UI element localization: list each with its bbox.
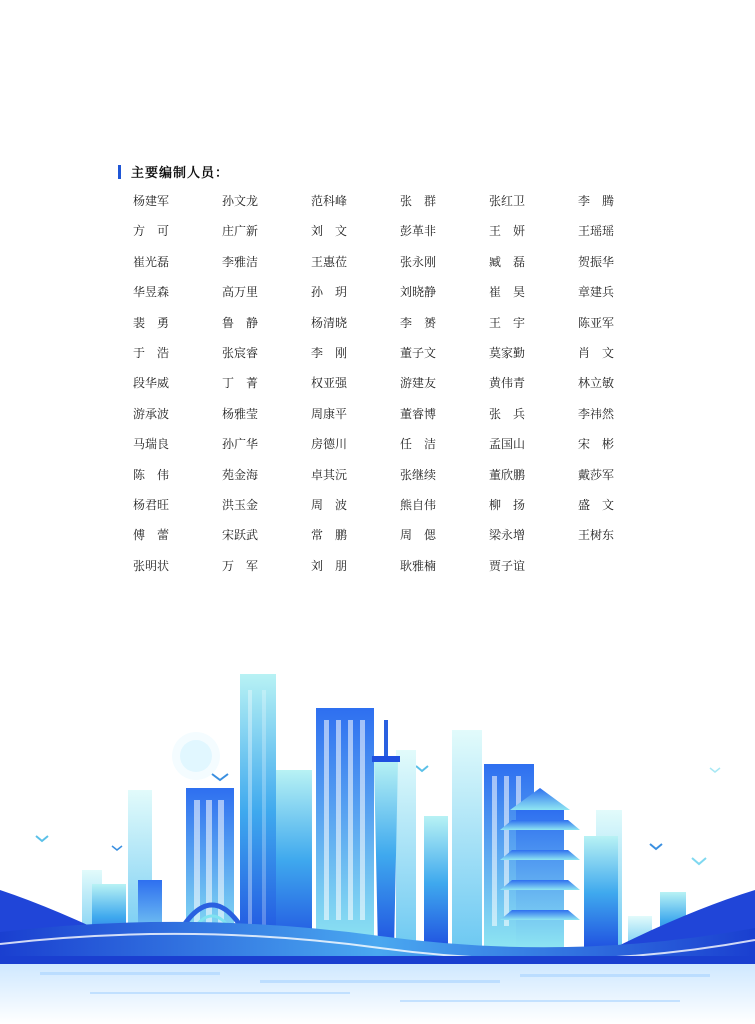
contributor-name: 任 洁 bbox=[400, 437, 437, 452]
contributor-name: 张永刚 bbox=[400, 254, 437, 269]
contributor-name: 柳 扬 bbox=[489, 497, 526, 512]
contributor-name: 肖 文 bbox=[578, 345, 615, 360]
contributor-name: 刘 文 bbox=[311, 224, 348, 239]
contributor-name: 孙广华 bbox=[222, 437, 259, 452]
contributor-name: 周 波 bbox=[311, 497, 348, 512]
contributor-name: 李 腾 bbox=[578, 194, 615, 208]
contributor-name: 耿雅楠 bbox=[400, 558, 437, 573]
contributor-name: 陈亚军 bbox=[578, 315, 615, 330]
contributor-name: 张继续 bbox=[400, 467, 437, 482]
contributor-name: 周康平 bbox=[311, 406, 348, 421]
contributor-name: 孟国山 bbox=[489, 437, 526, 452]
contributor-name: 张 兵 bbox=[489, 406, 526, 421]
contributor-name: 彭革非 bbox=[400, 224, 437, 239]
contributor-name: 刘 朋 bbox=[311, 558, 348, 573]
contributor-name: 宋 彬 bbox=[578, 437, 615, 452]
contributor-name: 华昱森 bbox=[133, 285, 170, 300]
contributor-name: 房德川 bbox=[311, 437, 348, 452]
contributor-name: 张红卫 bbox=[489, 194, 526, 208]
contributor-name: 陈 伟 bbox=[133, 467, 170, 482]
contributor-name: 苑金海 bbox=[222, 467, 259, 482]
contributor-name: 傅 蕾 bbox=[133, 528, 170, 543]
contributor-name: 戴莎军 bbox=[578, 467, 615, 482]
contributor-name: 盛 文 bbox=[578, 497, 615, 512]
contributor-name: 洪玉金 bbox=[222, 497, 259, 512]
contributor-name: 贾子谊 bbox=[489, 558, 526, 573]
contributor-name: 章建兵 bbox=[578, 285, 615, 300]
contributor-name: 刘晓静 bbox=[400, 285, 437, 300]
contributor-name: 梁永增 bbox=[489, 528, 526, 543]
contributor-name: 李 赟 bbox=[400, 315, 437, 330]
contributor-name: 王惠莅 bbox=[311, 254, 348, 269]
contributor-name: 熊自伟 bbox=[400, 497, 437, 512]
contributor-name: 臧 磊 bbox=[489, 254, 526, 269]
contributor-name: 张宸睿 bbox=[222, 345, 259, 360]
contributor-name: 李雅洁 bbox=[222, 254, 259, 269]
contributor-name: 王树东 bbox=[578, 528, 615, 543]
contributor-name: 丁 菁 bbox=[222, 376, 259, 391]
contributor-name: 黄伟青 bbox=[489, 376, 526, 391]
contributor-name: 王 宇 bbox=[489, 315, 526, 330]
contributor-name: 游建友 bbox=[400, 376, 437, 391]
contributor-name: 杨建军 bbox=[133, 194, 170, 208]
city-skyline-illustration bbox=[0, 660, 755, 1024]
contributor-name: 杨雅莹 bbox=[222, 406, 259, 421]
contributor-name: 游承波 bbox=[133, 406, 170, 421]
contributor-name: 马瑞良 bbox=[133, 437, 170, 452]
contributor-name: 董子文 bbox=[400, 345, 437, 360]
contributor-name: 高万里 bbox=[222, 285, 259, 300]
contributor-name: 庄广新 bbox=[222, 224, 259, 239]
contributor-name: 段华威 bbox=[133, 376, 170, 391]
contributor-name: 常 鹏 bbox=[311, 528, 348, 543]
contributor-name: 王 妍 bbox=[489, 224, 526, 239]
contributor-name: 权亚强 bbox=[311, 376, 348, 391]
section-heading bbox=[118, 162, 229, 181]
contributor-name: 孙 玥 bbox=[311, 285, 348, 300]
contributor-name: 张明状 bbox=[133, 558, 170, 573]
contributor-name: 崔 昊 bbox=[489, 285, 526, 300]
contributor-name: 王瑶瑶 bbox=[578, 224, 615, 239]
contributor-name: 杨君旺 bbox=[133, 497, 170, 512]
contributor-name: 张 群 bbox=[400, 194, 437, 208]
heading-accent-bar bbox=[118, 165, 121, 179]
contributor-name: 杨清晓 bbox=[311, 315, 348, 330]
contributor-name: 贺振华 bbox=[578, 254, 615, 269]
contributor-name: 鲁 静 bbox=[222, 315, 259, 330]
contributor-name: 宋跃武 bbox=[222, 528, 259, 543]
contributor-name: 孙文龙 bbox=[222, 194, 259, 208]
contributor-name: 林立敏 bbox=[578, 376, 615, 391]
contributor-name: 周 偲 bbox=[400, 528, 437, 543]
contributor-name: 董睿博 bbox=[400, 406, 437, 421]
contributor-name: 李 刚 bbox=[311, 345, 348, 360]
contributor-name: 莫家勤 bbox=[489, 345, 526, 360]
contributors-list bbox=[133, 190, 667, 585]
contributor-name: 崔光磊 bbox=[133, 254, 170, 269]
section-title: 主要编制人员： bbox=[131, 166, 230, 181]
contributor-name: 裴 勇 bbox=[133, 315, 170, 330]
contributor-name: 董欣鹏 bbox=[489, 467, 526, 482]
contributor-name: 方 可 bbox=[133, 224, 170, 239]
contributor-name: 于 浩 bbox=[133, 345, 170, 360]
contributor-name: 卓其沅 bbox=[311, 467, 348, 482]
contributor-name: 李祎然 bbox=[578, 406, 615, 421]
contributor-name: 范科峰 bbox=[311, 194, 348, 208]
contributor-name: 万 军 bbox=[222, 558, 259, 573]
